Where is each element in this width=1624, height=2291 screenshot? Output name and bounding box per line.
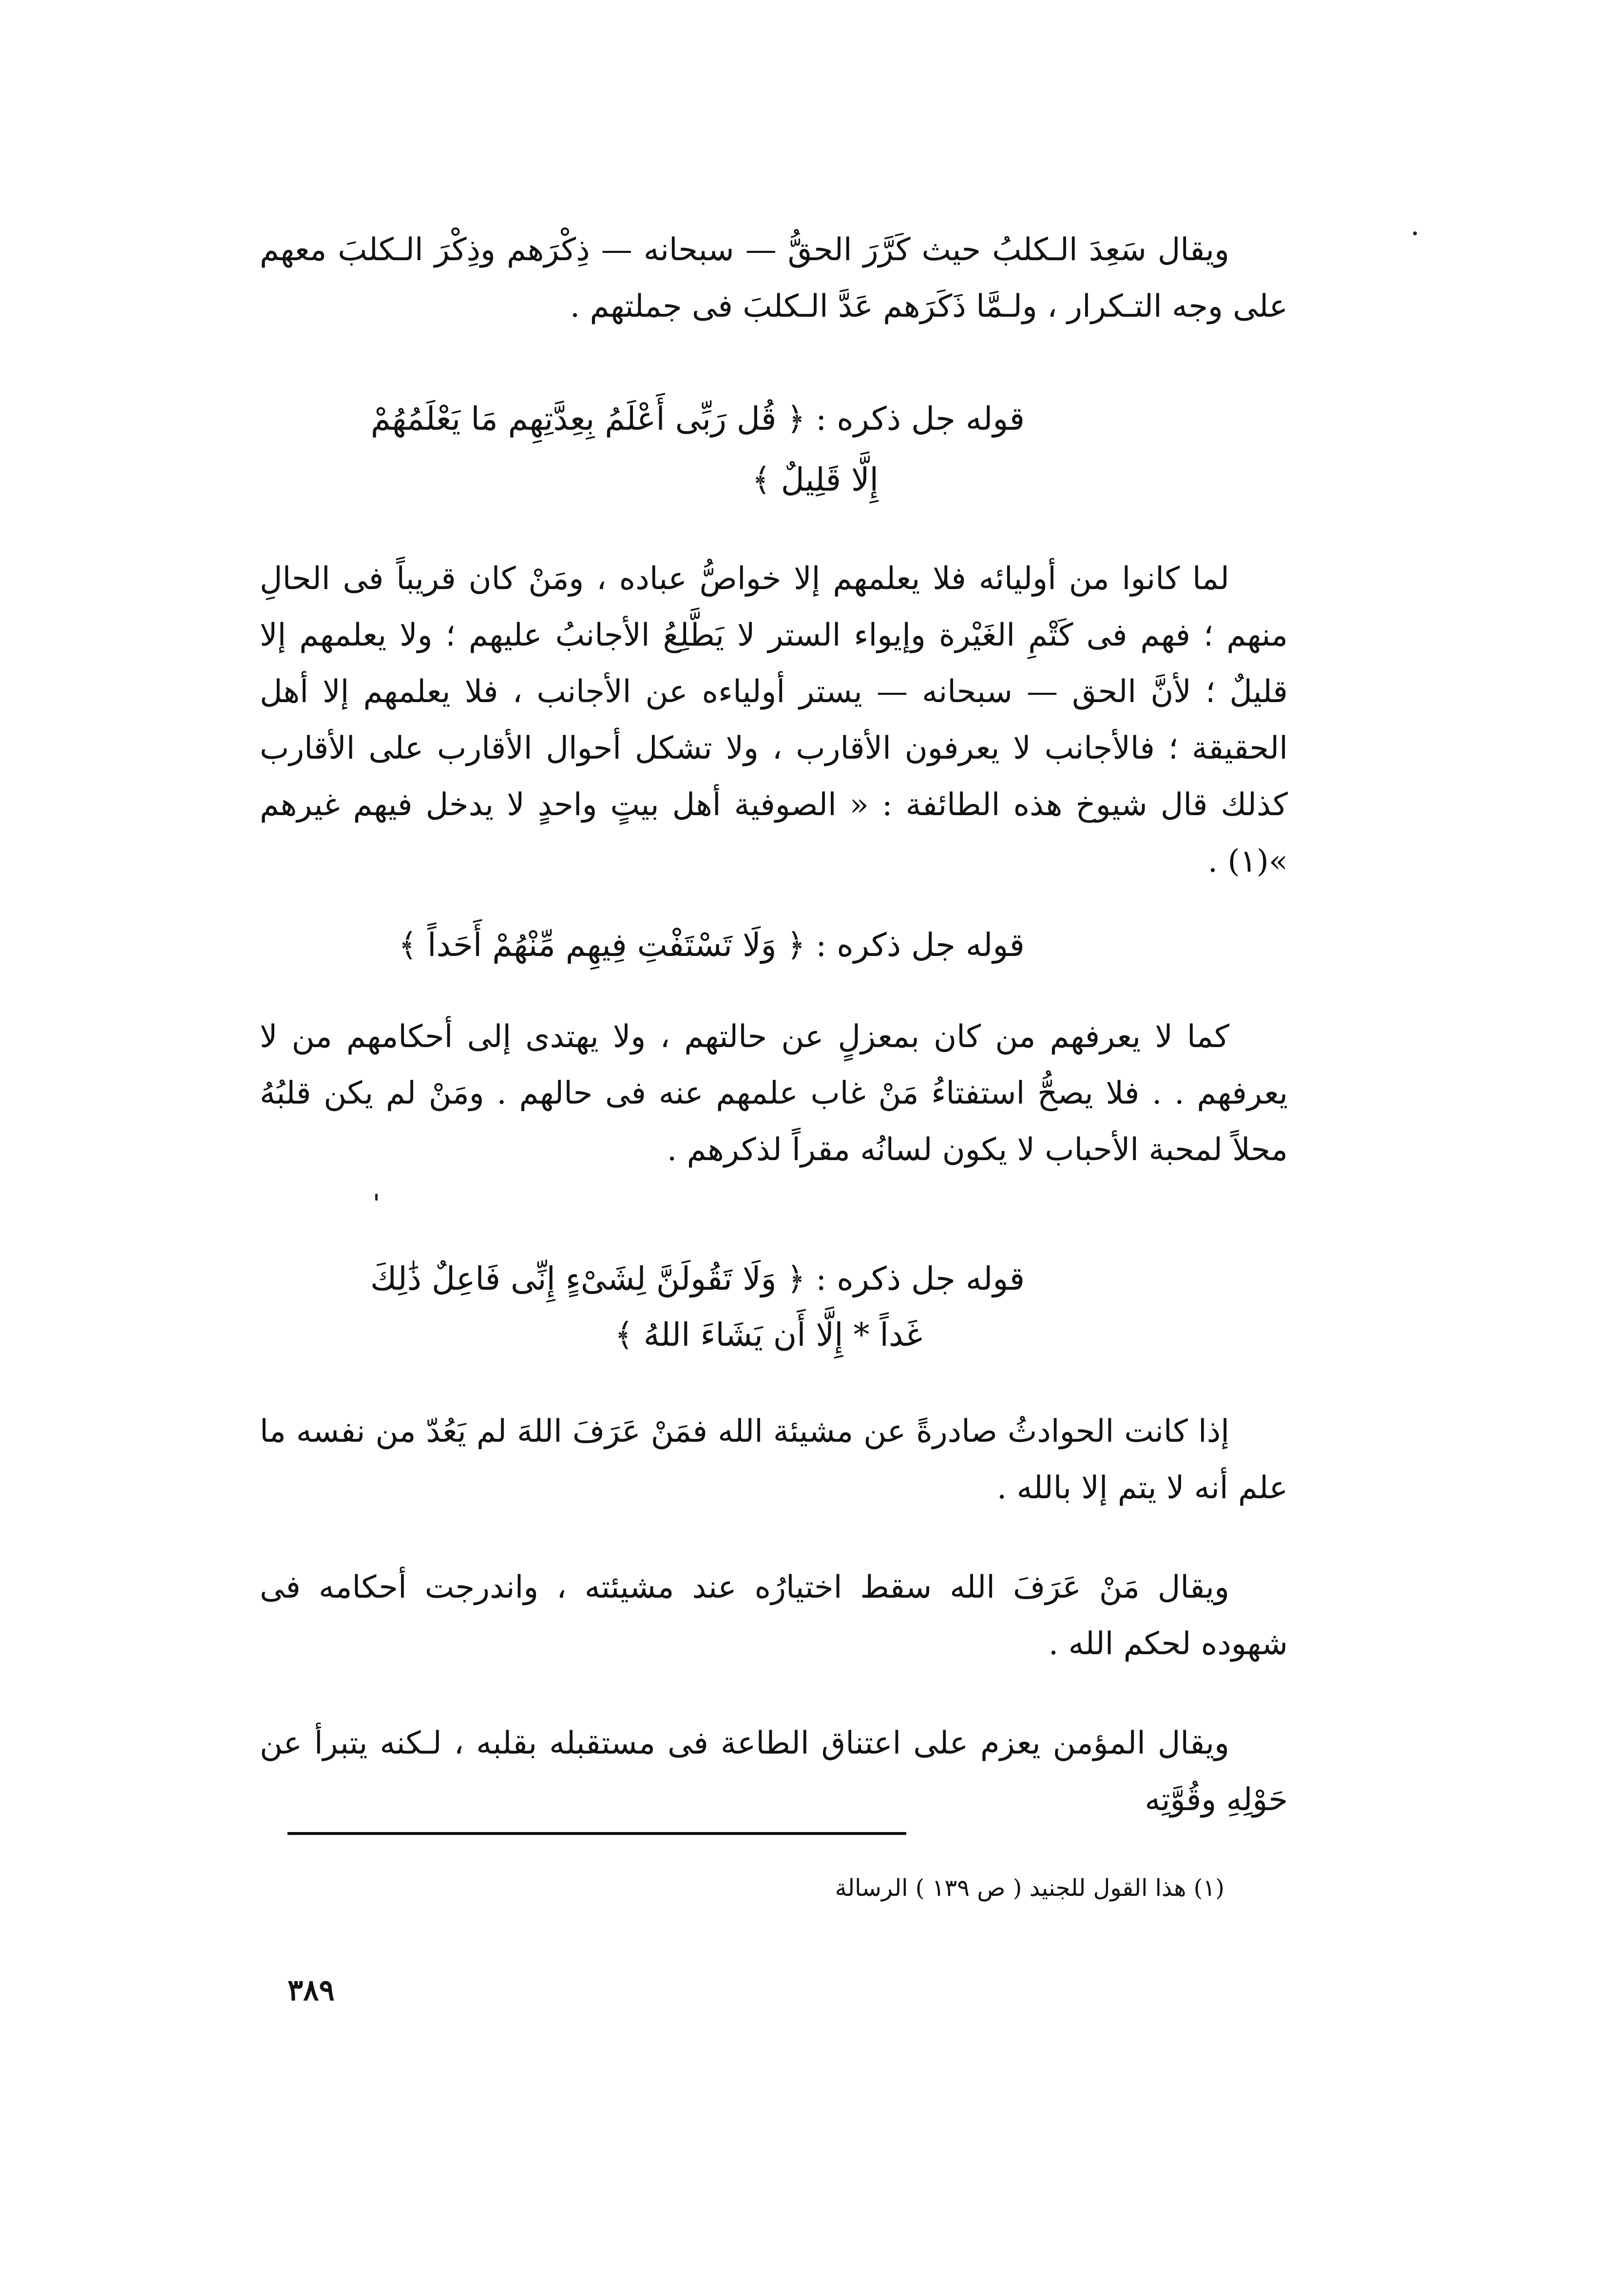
verse-3-line-2: غَداً * إِلَّا أَن يَشَاءَ اللهُ ﴾ [614,1316,922,1354]
paragraph-1: ويقال سَعِدَ الـكلبُ حيث كَرَّرَ الحقُّ — سبحانه — ذِكْرَهم وذِكْرَ الـكلبَ معهم على وجه التـكرار ، ولـمَّا ذَكَرَهم عَدَّ الـكلبَ فى جملتهم . [260,232,1288,325]
footnote-divider [287,1832,906,1835]
footnote: (١) هذا القول للجنيد ( ص ١٣٩ ) الرسالة [835,1874,1224,1902]
verse-2-line-1: قوله جل ذكره : ﴿ وَلَا تَسْتَفْتِ فِيهِم مِّنْهُمْ أَحَداً ﴾ [398,926,1025,964]
verse-1-line-2: إِلَّا قَلِيلٌ ﴾ [752,461,879,498]
paragraph-3: كما لا يعرفهم من كان بمعزلٍ عن حالتهم ، ولا يهتدى إلى أحكامهم من لا يعرفهم . . فلا يصحُّ استفتاءُ مَنْ غاب علمهم عنه فى حالهم . ومَنْ لم يكن قلبُهُ محلاً لمحبة الأحباب لا يكون لسانُه مقراً لذكرهم . [260,1019,1288,1168]
verse-3-line-1: قوله جل ذكره : ﴿ وَلَا تَقُولَنَّ لِشَىْءٍ إِنِّى فَاعِلٌ ذَٰلِكَ [370,1260,1025,1298]
paragraph-2: لما كانوا من أوليائه فلا يعلمهم إلا خواصُّ عباده ، ومَنْ كان قريباً فى الحالِ منهم ؛ فهم فى كَتْمِ الغَيْرة وإيواء الستر لا يَطَّلِعُ الأجانبُ عليهم ؛ ولا يعلمهم إلا قليلٌ ؛ لأنَّ الحق — سبحانه — يستر أولياءه عن الأجانب ، فلا يعلمهم إلا أهل الحقيقة ؛ فالأجانب لا يعرفون الأقارب ، ولا تشكل أحوال الأقارب على الأقارب كذلك قال شيوخ هذه الطائفة : « الصوفية أهل بيتٍ واحدٍ لا يدخل فيهم غيرهم »(١) . [260,561,1288,879]
speck-mark [1413,231,1417,235]
paragraph-4: إذا كانت الحوادثُ صادرةً عن مشيئة الله فمَنْ عَرَفَ اللهَ لم يَعُدّ من نفسه ما علم أنه لا يتم إلا بالله . [260,1413,1288,1506]
verse-1-line-1: قوله جل ذكره : ﴿ قُل رَبِّى أَعْلَمُ بِعِدَّتِهِم مَا يَعْلَمُهُمْ [370,400,1025,438]
page-number: ٣٨٩ [287,1973,335,2007]
paragraph-5: ويقال مَنْ عَرَفَ الله سقط اختيارُه عند مشيئته ، واندرجت أحكامه فى شهوده لحكم الله . [260,1569,1288,1662]
paragraph-6: ويقال المؤمن يعزم على اعتناق الطاعة فى مستقبله بقلبه ، لـكنه يتبرأ عن حَوْلِهِ وقُوَّتِه [260,1725,1288,1818]
speck-mark-2 [375,1194,378,1201]
